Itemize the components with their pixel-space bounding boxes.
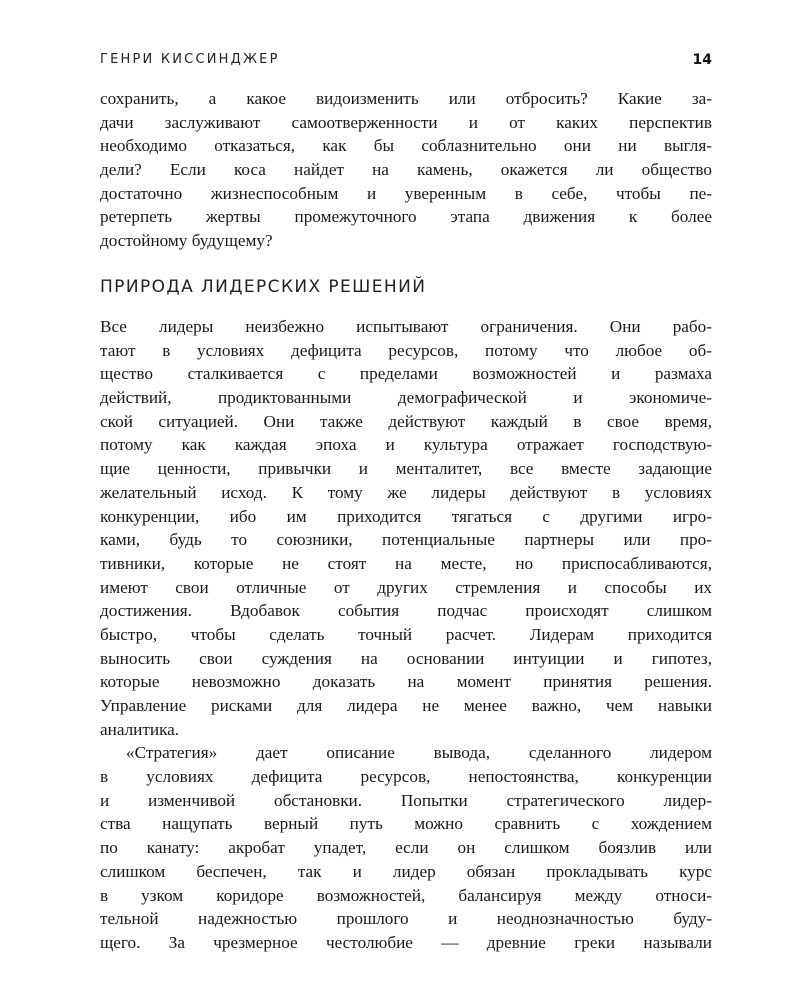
text-line: достижения. Вдобавок события подчас происходят слишком xyxy=(100,601,712,621)
text-line: «Стратегия» дает описание вывода, сделанного лидером xyxy=(126,743,712,763)
text-line: по канату: акробат упадет, если он слишком боязлив или xyxy=(100,838,712,858)
text-line: Управление рисками для лидера не менее важно, чем навыки xyxy=(100,696,712,715)
text-line: сохранить, а какое видоизменить или отбросить? Какие за- xyxy=(100,89,712,108)
text-line: желательный исход. К тому же лидеры действуют в условиях xyxy=(100,482,712,502)
text-line: достойному будущему? xyxy=(100,231,273,251)
paragraph-continuation xyxy=(100,87,712,253)
text-line: щего. За чрезмерное честолюбие — древние греки называли xyxy=(100,932,712,952)
text-line: ками, будь то союзники, потенциальные партнеры или про- xyxy=(100,530,712,550)
text-line: ретерпеть жертвы промежуточного этапа движения к более xyxy=(100,207,712,227)
text-line: достаточно жизнеспособным и уверенным в себе, чтобы пе- xyxy=(100,183,712,203)
text-line: тают в условиях дефицита ресурсов, потому что любое об- xyxy=(100,340,712,360)
running-head: ГЕНРИ КИССИНДЖЕР xyxy=(100,52,280,67)
text-line: имеют свои отличные от других стремления и способы их xyxy=(100,577,712,597)
text-line: выносить свои суждения на основании интуиции и гипотез, xyxy=(100,648,712,668)
text-line: в узком коридоре возможностей, балансируя между относи- xyxy=(100,885,712,905)
text-line: конкуренции, ибо им приходится тягаться с другими игро- xyxy=(100,506,712,526)
body-text xyxy=(100,315,712,955)
text-line: необходимо отказаться, как бы соблазнительно они ни выгля- xyxy=(100,136,712,156)
text-line: слишком беспечен, так и лидер обязан прокладывать курс xyxy=(100,861,712,881)
text-line: дачи заслуживают самоотверженности и от каких перспектив xyxy=(100,112,712,132)
text-line: дели? Если коса найдет на камень, окажется ли общество xyxy=(100,160,712,180)
text-line: щество сталкивается с пределами возможностей и размаха xyxy=(100,364,712,384)
text-line: аналитика. xyxy=(100,719,180,739)
text-line: тивники, которые не стоят на месте, но приспосабливаются, xyxy=(100,553,712,573)
page-number: 14 xyxy=(692,52,712,68)
text-line: которые невозможно доказать на момент принятия решения. xyxy=(100,672,712,692)
page-header xyxy=(100,50,712,70)
text-line: потому как каждая эпоха и культура отражает господствую- xyxy=(100,435,712,455)
text-line: ства нащупать верный путь можно сравнить с хождением xyxy=(100,814,712,834)
text-line: действий, продиктованными демографической и экономиче- xyxy=(100,388,712,408)
text-line: щие ценности, привычки и менталитет, все вместе задающие xyxy=(100,459,712,479)
section-heading: ПРИРОДА ЛИДЕРСКИХ РЕШЕНИЙ xyxy=(100,277,427,297)
text-line: ской ситуацией. Они также действуют каждый в свое время, xyxy=(100,411,712,431)
text-line: и изменчивой обстановки. Попытки стратегического лидер- xyxy=(100,790,712,810)
text-line: тельной надежностью прошлого и неоднозначностью буду- xyxy=(100,909,712,929)
text-line: Все лидеры неизбежно испытывают ограничения. Они рабо- xyxy=(100,317,712,336)
text-line: в условиях дефицита ресурсов, непостоянства, конкуренции xyxy=(100,767,712,787)
text-line: быстро, чтобы сделать точный расчет. Лидерам приходится xyxy=(100,624,712,644)
